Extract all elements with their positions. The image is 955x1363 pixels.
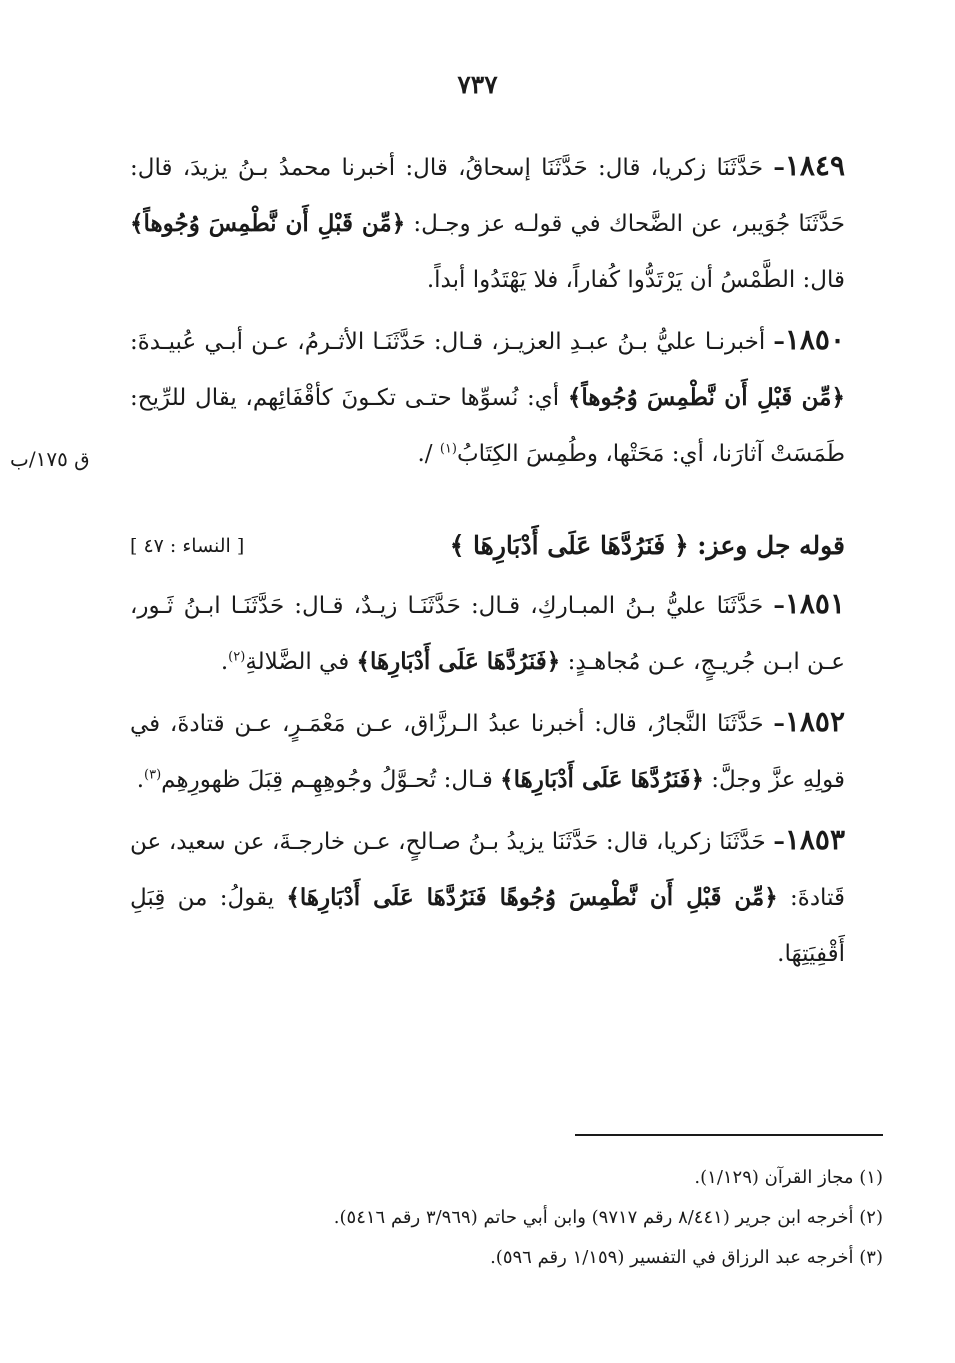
- hadith-dash: –: [773, 710, 785, 737]
- hadith-dash: –: [773, 828, 785, 855]
- hadith-number: ١٨٥٠: [784, 323, 845, 356]
- hadith-text: /.: [417, 441, 440, 467]
- quran-quote: ﴿فَنَرُدَّهَا عَلَى أَدْبَارِهَا﴾: [500, 766, 704, 793]
- hadith-1852: [130, 694, 845, 808]
- footnotes: [103, 1158, 883, 1278]
- quran-quote: ﴿مِّن قَبْلِ أَن نَّطْمِسَ وُجُوهًا فَنَرُدَّهَا عَلَى أَدْبَارِهَا﴾: [286, 884, 778, 911]
- hadith-text: .: [136, 767, 145, 793]
- hadith-text: في الضَّلالةِ: [245, 649, 357, 675]
- hadith-number: ١٨٥٣: [784, 823, 845, 856]
- hadith-text: حَدَّثَنَا زكريا، قال: حَدَّثَنَا يزيدُ بـنُ صـالحٍ، عـن خارجـةَ، عن سعيد، عن قَتادةَ:: [130, 829, 846, 911]
- hadith-text: حَدَّثَنَا عليُّ بـنُ المبـاركِ، قـال: حَدَّثَنَـا زيـدٌ، قـال: حَدَّثَنَـا ابـنُ ثَـور، عـن ابـن جُريـجٍ، عـن مُجاهـدٍ:: [130, 593, 845, 675]
- hadith-text: يقولُ: من قِبَلِ أَقْفِيَتِهَا.: [130, 885, 845, 967]
- hadith-number: ١٨٥٢: [784, 705, 845, 738]
- quran-quote: ﴿فَنَرُدَّهَا عَلَى أَدْبَارِهَا﴾: [356, 648, 561, 675]
- hadith-1850: [130, 312, 845, 482]
- hadith-text: حَدَّثَنَا زكريا، قال: حَدَّثَنَا إسحاقُ، قال: أخبرنا محمدُ بـنُ يزيدَ، قال: حَدَّثَنَا جُوَيبر، عن الضَّحاك في قولـه عز وجـل:: [130, 155, 845, 237]
- footnote: (٢) أخرجه ابن جرير (٨/٤٤١ رقم ٩٧١٧) وابن أبي حاتم (٣/٩٦٩ رقم ٥٤١٦).: [333, 1207, 883, 1228]
- heading-text: قوله جل وعز: ﴿ فَنَرُدَّهَا عَلَى أَدْبَارِهَا ﴾: [449, 531, 845, 560]
- hadith-dash: –: [773, 328, 785, 355]
- hadith-text: أخبرنـا عليُّ بـنُ عبـدِ العزيـز، قـال: حَدَّثَنَـا الأثـرمُ، عـن أبـي عُبيـدةَ:: [130, 329, 774, 355]
- hadith-1851: [130, 576, 845, 690]
- quran-quote: ﴿مِّن قَبْلِ أَن نَّطْمِسَ وُجُوهاً﴾: [567, 384, 845, 411]
- footnote: (١) مجاز القرآن (١/١٢٩).: [694, 1167, 883, 1188]
- hadith-text: .: [220, 649, 229, 675]
- manuscript-folio-note: ق ١٧٥/ب: [10, 447, 90, 471]
- main-text: [130, 138, 845, 986]
- hadith-dash: –: [773, 592, 785, 619]
- footnote-ref: (٢): [228, 649, 246, 665]
- hadith-text: قـال: تُحـوَّلُ وجُوهِهِـم قِبَلَ ظهورِهِم: [161, 767, 501, 793]
- hadith-text: أي: نُسوِّها حتـى تكـونَ كأقْفَائِهم، يقال للرِّيح: طَمَسَتْ آثارَنا، أي: مَحَتْها، وطُمِسَ الكِتَابُ: [130, 385, 845, 467]
- hadith-text: حَدَّثَنَا النَّجارُ، قال: أخبرنا عبدُ الـرزَّاق، عـن مَعْمَـرٍ، عـن قتادةَ، في قولِهِ عزَّ وجلَّ:: [130, 711, 845, 793]
- hadith-1853: [130, 812, 845, 982]
- hadith-1849: [130, 138, 845, 308]
- footnote-ref: (١): [439, 441, 457, 457]
- footnote-divider: [575, 1134, 883, 1136]
- hadith-dash: –: [773, 154, 785, 181]
- page-number: ٧٣٧: [457, 70, 498, 99]
- verse-reference: [ النساء : ٤٧ ]: [130, 535, 245, 557]
- hadith-number: ١٨٤٩: [784, 149, 845, 182]
- section-heading: [130, 518, 845, 574]
- quran-quote: ﴿مِّن قَبْلِ أَن نَّطْمِسَ وُجُوهاً﴾: [130, 210, 406, 237]
- footnote: (٣) أخرجه عبد الرزاق في التفسير (١/١٥٩ رقم ٥٩٦).: [490, 1247, 883, 1268]
- hadith-text: قال: الطَّمْسُ أن يَرْتَدُّوا كُفاراً، فلا يَهْتَدُوا أبداً.: [426, 267, 845, 293]
- hadith-number: ١٨٥١: [784, 587, 845, 620]
- footnote-ref: (٣): [144, 767, 162, 783]
